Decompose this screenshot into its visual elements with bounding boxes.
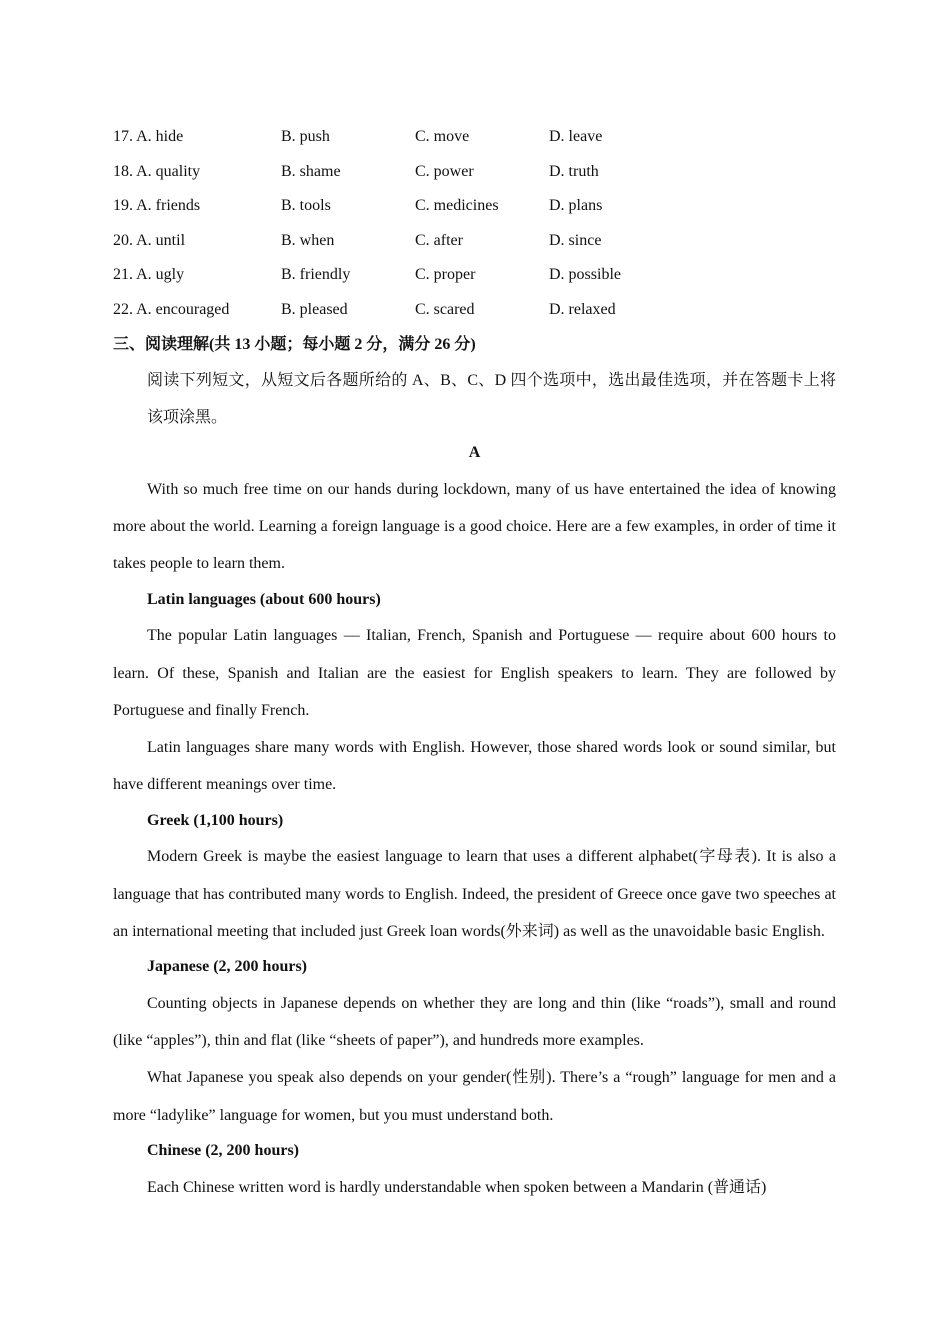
option-a: 18. A. quality xyxy=(113,162,201,180)
option-d: D. truth xyxy=(549,162,599,180)
greek-heading: Greek (1,100 hours) xyxy=(147,811,284,829)
option-c: C. move xyxy=(415,128,470,145)
option-a: 21. A. ugly xyxy=(113,266,185,284)
greek-paragraph: Modern Greek is maybe the easiest language to learn that uses a different alphabet(字母表). It is also a language that has contributed many words to English. Indeed, the president of Greece once gave two speeches at an international meeting that included just Greek loan words(外来词) as well as the unavoidable basic English. xyxy=(113,848,836,940)
option-a: 17. A. hide xyxy=(113,128,184,145)
question-18-options xyxy=(113,155,836,190)
option-c: C. after xyxy=(415,231,463,249)
question-19-options xyxy=(113,189,836,224)
chinese-heading: Chinese (2, 200 hours) xyxy=(147,1141,300,1159)
option-d: D. relaxed xyxy=(549,300,616,318)
option-b: B. push xyxy=(281,128,330,145)
option-b: B. tools xyxy=(281,197,331,215)
question-21-options xyxy=(113,258,836,293)
option-c: C. power xyxy=(415,162,474,180)
option-c: C. medicines xyxy=(415,197,499,215)
latin-heading: Latin languages (about 600 hours) xyxy=(147,590,381,608)
question-17-options xyxy=(113,120,836,155)
exam-page xyxy=(113,120,836,1206)
option-b: B. friendly xyxy=(281,266,351,284)
option-c: C. proper xyxy=(415,266,476,284)
option-b: B. when xyxy=(281,231,335,249)
passage-title: A xyxy=(468,444,481,462)
question-20-options xyxy=(113,224,836,259)
latin-paragraph-1: The popular Latin languages — Italian, French, Spanish and Portuguese — require about 600 hours to learn. Of these, Spanish and Italian are the easiest for English speakers to learn. They are followed by Portuguese and finally French. xyxy=(113,627,836,719)
passage-intro: With so much free time on our hands during lockdown, many of us have entertained the idea of knowing more about the world. Learning a foreign language is a good choice. Here are a few examples, in order of time it takes people to learn them. xyxy=(113,480,836,573)
option-d: D. plans xyxy=(549,197,603,215)
japanese-heading: Japanese (2, 200 hours) xyxy=(147,958,308,976)
option-a: 19. A. friends xyxy=(113,197,201,215)
option-a: 20. A. until xyxy=(113,231,186,249)
option-b: B. pleased xyxy=(281,300,348,318)
chinese-paragraph: Each Chinese written word is hardly understandable when spoken between a Mandarin (普通话) xyxy=(147,1178,767,1196)
japanese-paragraph-1: Counting objects in Japanese depends on whether they are long and thin (like “roads”), small and round (like “apples”), thin and flat (like “sheets of paper”), and hundreds more examples. xyxy=(113,994,836,1050)
latin-paragraph-2: Latin languages share many words with English. However, those shared words look or sound similar, but have different meanings over time. xyxy=(113,739,836,794)
option-d: D. possible xyxy=(549,266,621,284)
option-d: D. since xyxy=(549,231,602,249)
option-a: 22. A. encouraged xyxy=(113,300,230,318)
question-22-options xyxy=(113,293,836,328)
section-instruction: 阅读下列短文，从短文后各题所给的 A、B、C、D 四个选项中，选出最佳选项，并在答题卡上将该项涂黑。 xyxy=(147,372,836,427)
section-title: 三、阅读理解(共 13 小题；每小题 2 分，满分 26 分) xyxy=(113,335,476,353)
option-b: B. shame xyxy=(281,162,341,180)
japanese-paragraph-2: What Japanese you speak also depends on your gender(性别). There’s a “rough” language for men and a more “ladylike” language for women, but you must understand both. xyxy=(113,1069,836,1124)
option-c: C. scared xyxy=(415,300,475,318)
option-d: D. leave xyxy=(549,128,603,145)
